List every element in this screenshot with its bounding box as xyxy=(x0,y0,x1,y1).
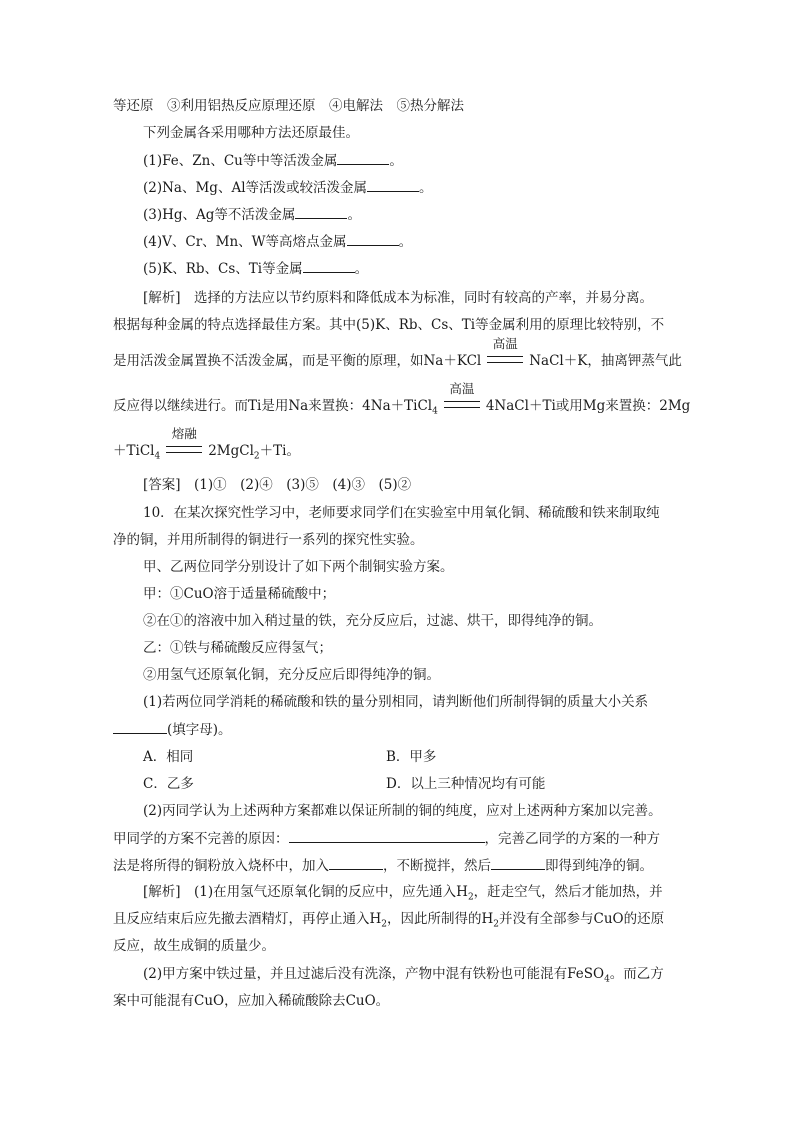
reaction-condition-label: 高温 xyxy=(492,336,518,351)
q10-analysis-text: (2)甲方案中铁过量，并且过滤后没有洗涤，产物中混有铁粉也可能混有FeSO xyxy=(143,966,605,982)
q10-analysis-line-5: 案中可能混有CuO，应加入稀硫酸除去CuO。 xyxy=(113,993,390,1009)
subscript: 4 xyxy=(154,451,161,462)
q9-item-1-end: 。 xyxy=(389,153,403,169)
q10-sub1-line-1: (1)若两位同学消耗的稀硫酸和铁的量分别相同，请判断他们所制得铜的质量大小关系 xyxy=(143,694,649,710)
answer-blank[interactable] xyxy=(367,177,419,192)
q10-line-1: 10．在某次探究性学习中，老师要求同学们在实验室中用氧化铜、稀硫酸和铁来制取纯 xyxy=(143,505,660,521)
q10-analysis-line-1 xyxy=(143,882,663,902)
option-b: B．甲多 xyxy=(386,749,437,765)
q10-plan-b-step-1: 乙：①铁与稀硫酸反应得氢气； xyxy=(143,640,332,656)
q10-sub1-text: (填字母)。 xyxy=(167,722,232,738)
answer-blank[interactable] xyxy=(337,150,389,165)
q9-item-2-text: (2)Na、Mg、Al等活泼或较活泼金属 xyxy=(143,180,368,196)
subscript: 2 xyxy=(253,451,260,462)
q10-sub2-text: ，完善乙同学的方案的一种方 xyxy=(484,831,660,847)
q10-sub2-line-1: (2)丙同学认为上述两种方案都难以保证所制的铜的纯度，应对上述两种方案加以完善。 xyxy=(143,803,662,819)
q9-analysis-text: ＋Ti。 xyxy=(259,443,300,459)
q10-line-3: 甲、乙两位同学分别设计了如下两个制铜实验方案。 xyxy=(143,559,454,575)
reaction-condition-arrow xyxy=(166,426,202,461)
option-c: C．乙多 xyxy=(143,776,194,792)
q9-item-5-text: (5)K、Rb、Cs、Ti等金属 xyxy=(143,261,303,277)
q10-sub1-line-2 xyxy=(113,719,232,740)
q9-item-3-text: (3)Hg、Ag等不活泼金属 xyxy=(143,207,296,223)
q9-analysis-text: NaCl＋K，抽离钾蒸气此 xyxy=(529,353,682,369)
q9-answer: [答案] (1)① (2)④ (3)⑤ (4)③ (5)② xyxy=(143,477,412,493)
option-d: D．以上三种情况均有可能 xyxy=(386,776,546,792)
q9-item-1 xyxy=(143,150,403,171)
q10-line-2: 净的铜，并用所制得的铜进行一系列的探究性实验。 xyxy=(113,532,424,548)
q10-plan-a-step-2: ②在①的溶液中加入稍过量的铁，充分反应后，过滤、烘干，即得纯净的铜。 xyxy=(143,613,602,629)
q9-item-4 xyxy=(143,231,412,252)
reaction-condition-arrow xyxy=(487,336,523,371)
q9-item-4-text: (4)V、Cr、Mn、W等高熔点金属 xyxy=(143,234,347,250)
q10-sub2-line-3 xyxy=(113,855,653,876)
answer-blank[interactable] xyxy=(347,231,399,246)
q10-sub2-text: 即得到纯净的铜。 xyxy=(545,858,653,874)
subscript: 4 xyxy=(604,974,610,985)
answer-blank[interactable] xyxy=(113,719,167,734)
option-a: A．相同 xyxy=(143,749,194,765)
answer-blank[interactable] xyxy=(491,855,545,870)
q10-sub2-line-2 xyxy=(113,828,660,849)
q10-analysis-text: ，因此所制得的H xyxy=(387,911,494,927)
q9-analysis-line-5 xyxy=(113,426,300,462)
intro-line: 等还原 ③利用铝热反应原理还原 ④电解法 ⑤热分解法 xyxy=(113,98,464,114)
answer-blank[interactable] xyxy=(303,258,355,273)
q9-analysis-text: 2MgCl xyxy=(208,443,254,459)
q9-item-2-end: 。 xyxy=(419,180,433,196)
q9-analysis-text: 4NaCl＋Ti或用Mg来置换：2Mg xyxy=(485,398,691,414)
q10-analysis-text: 并没有全部参与CuO的还原 xyxy=(499,911,665,927)
q10-plan-b-step-2: ②用氢气还原氧化铜，充分反应后即得纯净的铜。 xyxy=(143,667,440,683)
q9-analysis-line-2: 根据每种金属的特点选择最佳方案。其中(5)K、Rb、Cs、Ti等金属利用的原理比较特别，不 xyxy=(113,317,665,333)
q10-analysis-text: ，赶走空气，然后才能加热，并 xyxy=(473,884,663,900)
q9-item-5 xyxy=(143,258,368,279)
subscript: 2 xyxy=(493,919,500,930)
q10-analysis-text: 。而乙方 xyxy=(609,966,664,982)
q10-analysis-text: 且反应结束后应先撤去酒精灯，再停止通入H xyxy=(113,911,382,927)
q10-analysis-line-4 xyxy=(143,964,664,984)
q9-item-4-end: 。 xyxy=(398,234,413,250)
q10-plan-a-step-1: 甲：①CuO溶于适量稀硫酸中； xyxy=(143,586,336,602)
q9-item-5-end: 。 xyxy=(354,261,369,277)
q10-analysis-text: [解析] (1)在用氢气还原氧化铜的反应中，应先通入H xyxy=(143,884,468,900)
q10-analysis-line-3: 反应，故生成铜的质量少。 xyxy=(113,938,275,954)
q9-analysis-text: 反应得以继续进行。而Ti是用Na来置换：4Na＋TiCl xyxy=(113,398,433,414)
q9-item-1-text: (1)Fe、Zn、Cu等中等活泼金属 xyxy=(143,153,338,169)
q9-item-2 xyxy=(143,177,433,198)
q10-analysis-line-2 xyxy=(113,909,664,929)
answer-blank[interactable] xyxy=(295,204,347,219)
q9-item-3-end: 。 xyxy=(347,207,361,223)
reaction-condition-label: 熔融 xyxy=(171,426,197,441)
answer-blank[interactable] xyxy=(329,855,383,870)
question-9-stem: 下列金属各采用哪种方法还原最佳。 xyxy=(143,125,359,141)
subscript: 4 xyxy=(432,406,438,417)
q10-sub2-text: 甲同学的方案不完善的原因： xyxy=(113,831,289,847)
reaction-condition-arrow xyxy=(444,381,480,416)
subscript: 2 xyxy=(381,919,388,930)
q9-analysis-text: 是用活泼金属置换不活泼金属，而是平衡的原理，如Na＋KCl xyxy=(113,353,482,369)
q9-analysis-line-4 xyxy=(113,381,691,417)
answer-blank[interactable] xyxy=(289,828,485,843)
q9-analysis-line-3 xyxy=(113,336,682,371)
q10-sub2-text: ，不断搅拌，然后 xyxy=(383,858,491,874)
q9-item-3 xyxy=(143,204,361,225)
reaction-condition-label: 高温 xyxy=(449,381,475,396)
subscript: 2 xyxy=(467,892,474,903)
q10-sub2-text: 法是将所得的铜粉放入烧杯中，加入 xyxy=(113,858,329,874)
q9-analysis-text: ＋TiCl xyxy=(113,443,155,459)
q9-analysis-line-1: [解析] 选择的方法应以节约原料和降低成本为标准，同时有较高的产率，并易分离。 xyxy=(143,290,654,306)
